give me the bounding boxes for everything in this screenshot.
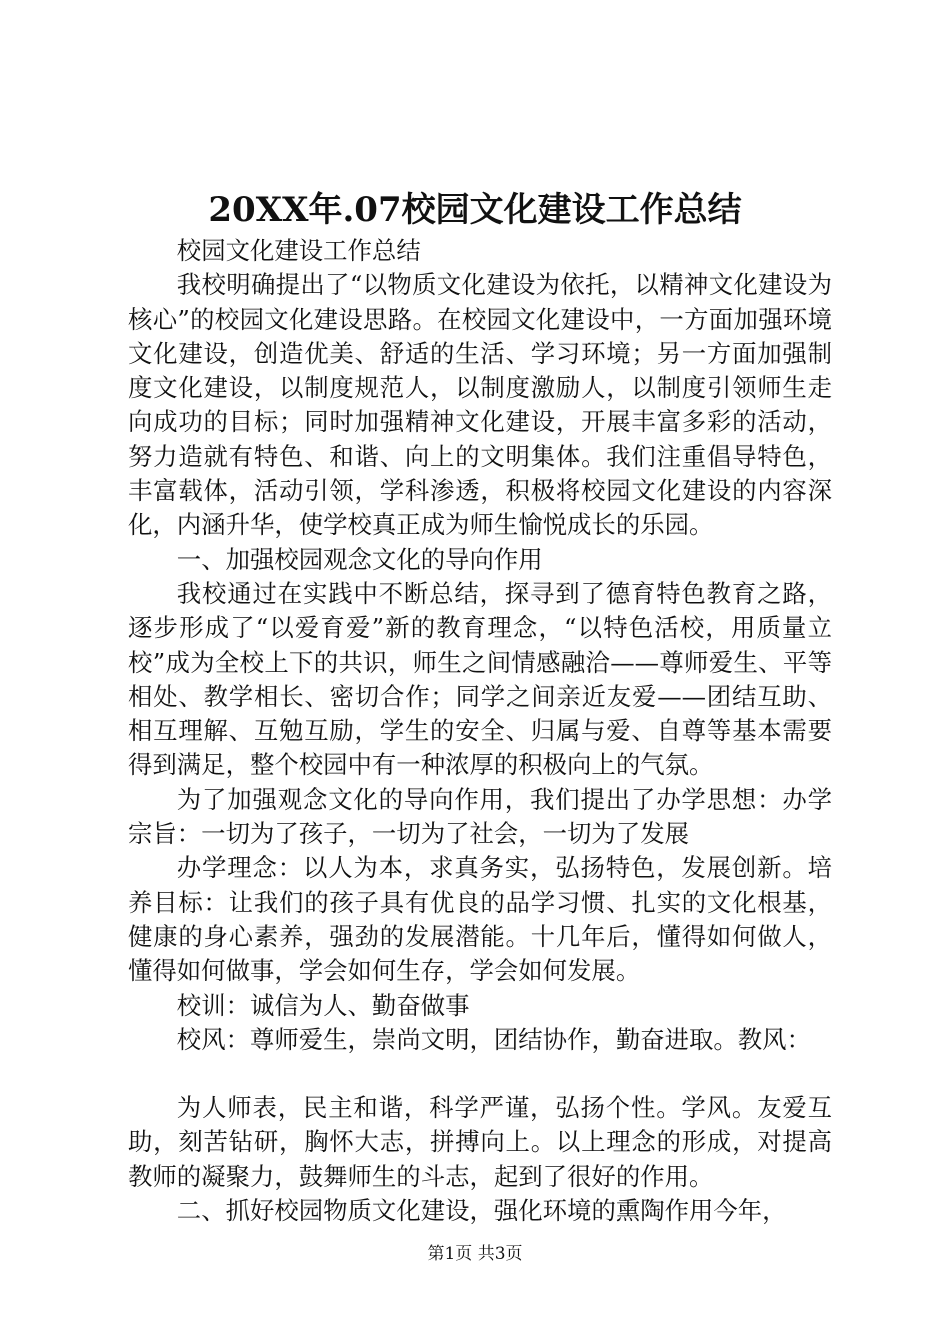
paragraph-section-1: 我校通过在实践中不断总结，探寻到了德育特色教育之路，逐步形成了“以爱育爱”新的教育理念，“以特色活校，用质量立校”成为全校上下的共识，师生之间情感融洽——尊师爱生、平等相处、教学相长、密切合作；同学之间亲近友爱——团结互助、相互理解、互勉互励，学生的安全、归属与爱、自尊等基本需要得到满足，整个校园中有一种浓厚的积极向上的气氛。	[128, 578, 832, 780]
section-heading-1: 一、加强校园观念文化的导向作用	[176, 544, 543, 574]
paragraph-school-spirit: 校风：尊师爱生，崇尚文明，团结协作，勤奋进取。教风：	[176, 1024, 811, 1054]
paragraph-subtitle: 校园文化建设工作总结	[176, 236, 421, 265]
paragraph-motto: 校训：诚信为人、勤奋做事	[176, 990, 470, 1020]
page-footer: 第1页 共3页	[427, 1244, 523, 1264]
paragraph-intro: 我校明确提出了“以物质文化建设为依托，以精神文化建设为核心”的校园文化建设思路。在校园文化建设中，一方面加强环境文化建设，创造优美、舒适的生活、学习环境；另一方面加强制度文化建设，以制度规范人，以制度激励人，以制度引领师生走向成功的目标；同时加强精神文化建设，开展丰富多彩的活动，努力造就有特色、和谐、向上的文明集体。我们注重倡导特色，丰富载体，活动引领，学科渗透，积极将校园文化建设的内容深化，内涵升华，使学校真正成为师生愉悦成长的乐园。	[128, 270, 832, 540]
section-heading-2: 二、抓好校园物质文化建设，强化环境的熏陶作用今年，	[176, 1196, 787, 1226]
paragraph-philosophy: 为了加强观念文化的导向作用，我们提出了办学思想：办学宗旨：一切为了孩子，一切为了社会，一切为了发展	[128, 784, 832, 849]
document-title: 20XX年.07校园文化建设工作总结	[208, 190, 742, 230]
paragraph-teaching-style: 为人师表，民主和谐，科学严谨，弘扬个性。学风。友爱互助，刻苦钻研，胸怀大志，拼搏向上。以上理念的形成，对提高教师的凝聚力，鼓舞师生的斗志，起到了很好的作用。	[128, 1093, 832, 1191]
paragraph-concept: 办学理念：以人为本，求真务实，弘扬特色，发展创新。培养目标：让我们的孩子具有优良的品学习惯、扎实的文化根基，健康的身心素养，强劲的发展潜能。十几年后，懂得如何做人，懂得如何做事，学会如何生存，学会如何发展。	[128, 853, 832, 986]
document-body	[128, 234, 832, 1228]
